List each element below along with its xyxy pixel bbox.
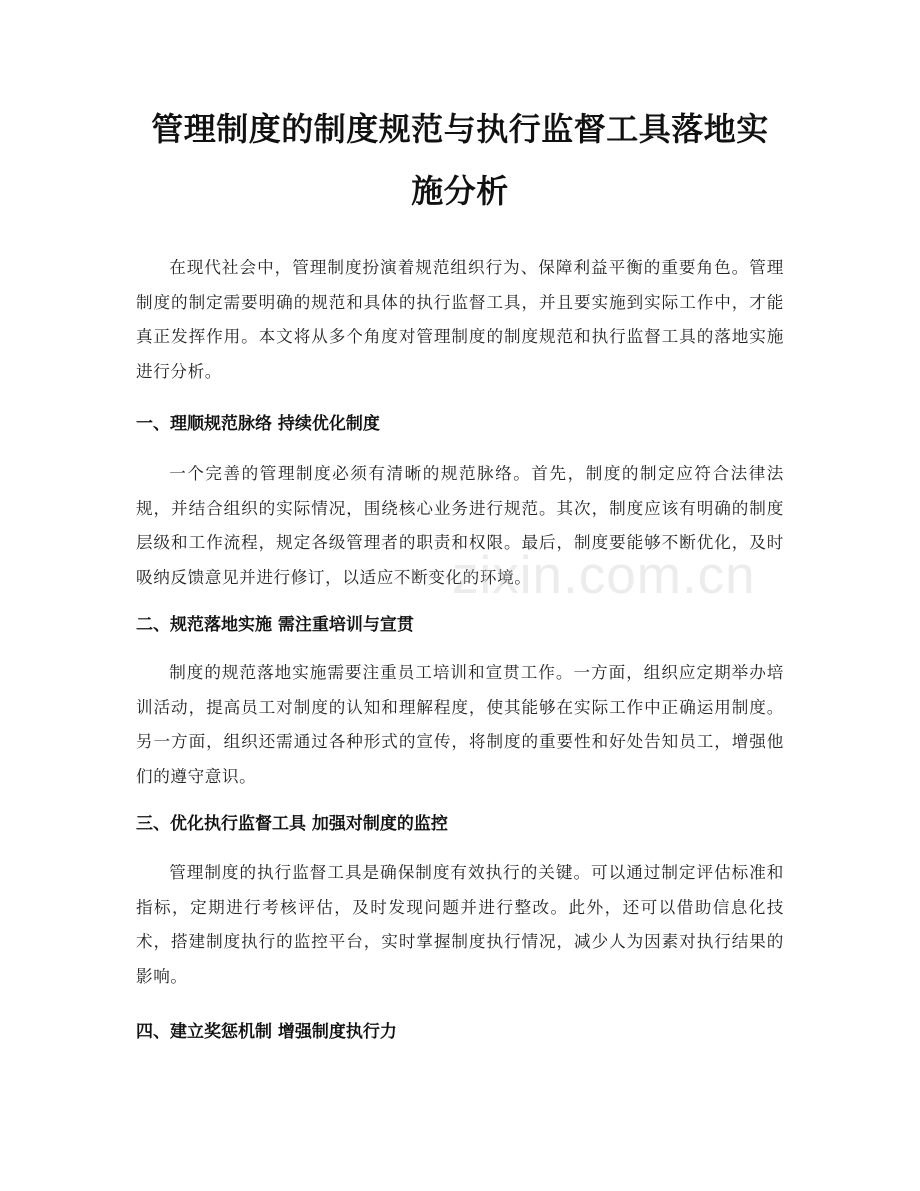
document-title: 管理制度的制度规范与执行监督工具落地实施分析	[151, 110, 769, 210]
section-1-heading: 一、理顺规范脉络 持续优化制度	[136, 414, 380, 434]
section-3-heading: 三、优化执行监督工具 加强对制度的监控	[136, 814, 448, 834]
watermark: zixin.com.cn	[452, 546, 756, 605]
section-1-body: 一个完善的管理制度必须有清晰的规范脉络。首先，制度的制定应符合法律法规，并结合组织的实际情况，围绕核心业务进行规范。其次，制度应该有明确的制度层级和工作流程，规定各级管理者的职责和权限。最后，制度要能够不断优化，及时吸纳反馈意见并进行修订，以适应不断变化的环境。	[136, 464, 784, 587]
section-2-heading: 二、规范落地实施 需注重培训与宣贯	[136, 615, 414, 635]
section-2-body: 制度的规范落地实施需要注重员工培训和宣贯工作。一方面，组织应定期举办培训活动，提高员工对制度的认知和理解程度，使其能够在实际工作中正确运用制度。另一方面，组织还需通过各种形式的宣传，将制度的重要性和好处告知员工，增强他们的遵守意识。	[136, 663, 784, 786]
section-4-heading: 四、建立奖惩机制 增强制度执行力	[136, 1022, 397, 1042]
intro-paragraph: 在现代社会中，管理制度扮演着规范组织行为、保障利益平衡的重要角色。管理制度的制定需要明确的规范和具体的执行监督工具，并且要实施到实际工作中，才能真正发挥作用。本文将从多个角度对管理制度的制度规范和执行监督工具的落地实施进行分析。	[136, 258, 784, 381]
section-3-body: 管理制度的执行监督工具是确保制度有效执行的关键。可以通过制定评估标准和指标，定期进行考核评估，及时发现问题并进行整改。此外，还可以借助信息化技术，搭建制度执行的监控平台，实时掌握制度执行情况，减少人为因素对执行结果的影响。	[136, 863, 784, 986]
